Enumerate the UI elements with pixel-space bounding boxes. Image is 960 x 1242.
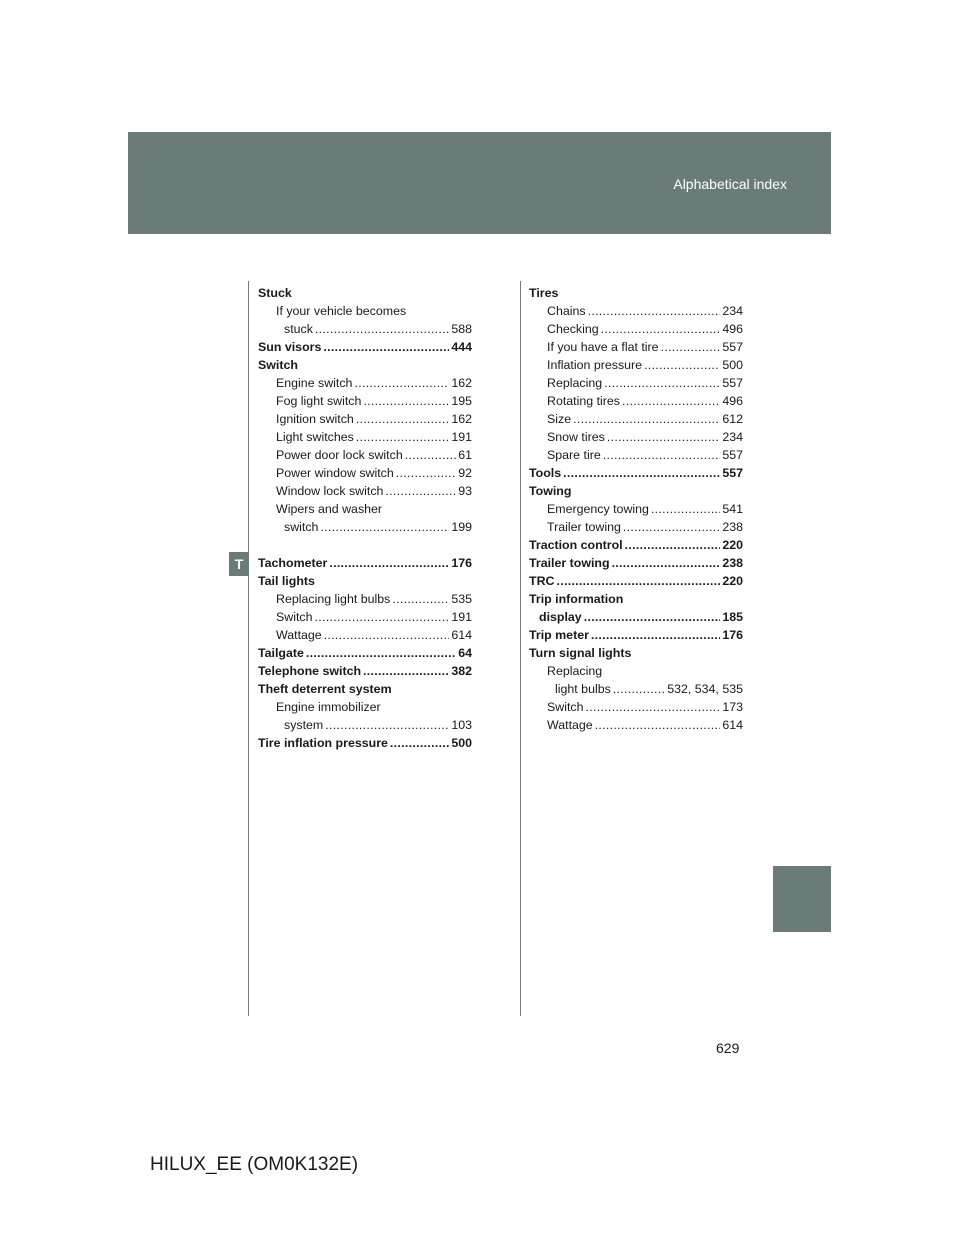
index-entry-label: Tires — [529, 286, 559, 300]
index-entry — [529, 536, 743, 554]
index-entry — [529, 410, 743, 428]
index-entry-label: Engine immobilizer — [276, 700, 381, 714]
index-entry — [529, 518, 743, 536]
index-entry — [258, 608, 472, 626]
dot-leader — [625, 536, 721, 554]
index-entry — [258, 410, 472, 428]
index-entry-page: 191 — [451, 610, 472, 624]
index-entry-label: Light switches — [276, 430, 354, 444]
index-entry-label: display — [539, 610, 582, 624]
dot-leader — [315, 320, 449, 338]
dot-leader — [573, 410, 720, 428]
index-entry-label: Wattage — [276, 628, 322, 642]
index-entry-page: 500 — [451, 736, 472, 750]
index-entry-label: Tachometer — [258, 556, 328, 570]
index-entry — [529, 644, 743, 662]
dot-leader — [586, 698, 721, 716]
index-entry — [258, 572, 472, 590]
index-entry — [529, 716, 743, 734]
index-entry — [258, 698, 472, 716]
index-entry-page: 93 — [458, 484, 472, 498]
index-entry-page: 614 — [722, 718, 743, 732]
index-entry-page: 162 — [451, 412, 472, 426]
index-entry-label: Replacing — [547, 376, 603, 390]
dot-leader — [644, 356, 720, 374]
index-entry — [258, 374, 472, 392]
index-entry — [529, 572, 743, 590]
index-entry — [258, 428, 472, 446]
index-entry-page: 191 — [451, 430, 472, 444]
index-entry — [529, 374, 743, 392]
document-code: HILUX_EE (OM0K132E) — [150, 1154, 359, 1175]
index-entry — [529, 284, 743, 302]
index-entry — [258, 518, 472, 536]
index-entry — [529, 662, 743, 680]
index-entry-page: 195 — [451, 394, 472, 408]
index-entry-label: Wattage — [547, 718, 593, 732]
dot-leader — [603, 446, 721, 464]
index-entry — [258, 590, 472, 608]
dot-leader — [325, 716, 449, 734]
dot-leader — [306, 644, 456, 662]
index-entry — [529, 482, 743, 500]
index-entry-label: switch — [284, 520, 319, 534]
header-band — [128, 132, 831, 234]
index-entry — [258, 500, 472, 518]
index-entry-page: 588 — [451, 322, 472, 336]
index-entry-label: Switch — [547, 700, 584, 714]
index-entry — [258, 626, 472, 644]
index-entry-label: Wipers and washer — [276, 502, 383, 516]
index-entry-label: Towing — [529, 484, 572, 498]
index-entry-label: Engine switch — [276, 376, 353, 390]
index-entry-label: Trip meter — [529, 628, 589, 642]
index-entry-page: 185 — [722, 610, 743, 624]
index-entry-page: 92 — [458, 466, 472, 480]
index-entry-page: 234 — [722, 430, 743, 444]
index-entry — [258, 284, 472, 302]
dot-leader — [591, 626, 720, 644]
side-thumb-tab — [773, 866, 831, 932]
index-entry-label: Chains — [547, 304, 586, 318]
dot-leader — [323, 338, 449, 356]
dot-leader — [396, 464, 456, 482]
index-entry — [258, 716, 472, 734]
dot-leader — [405, 446, 456, 464]
dot-leader — [385, 482, 456, 500]
index-entry-page: 199 — [451, 520, 472, 534]
index-entry — [529, 626, 743, 644]
dot-leader — [588, 302, 721, 320]
index-entry-page: 173 — [722, 700, 743, 714]
index-entry-label: Emergency towing — [547, 502, 649, 516]
dot-leader — [604, 374, 720, 392]
index-entry — [258, 446, 472, 464]
index-entry-page: 496 — [722, 394, 743, 408]
index-entry-page: 220 — [722, 538, 743, 552]
index-entry-page: 557 — [722, 340, 743, 354]
index-entry-page: 176 — [722, 628, 743, 642]
index-entry — [258, 338, 472, 356]
index-entry-label: Tools — [529, 466, 562, 480]
index-entry — [529, 554, 743, 572]
index-gap — [258, 536, 472, 554]
index-entry-label: Power door lock switch — [276, 448, 403, 462]
index-entry-label: Tailgate — [258, 646, 304, 660]
index-entry-label: Stuck — [258, 286, 292, 300]
index-entry — [529, 446, 743, 464]
index-entry — [258, 356, 472, 374]
index-entry-label: system — [284, 718, 324, 732]
index-entry-page: 176 — [451, 556, 472, 570]
dot-leader — [392, 590, 449, 608]
index-entry-label: Turn signal lights — [529, 646, 632, 660]
index-entry — [258, 302, 472, 320]
index-entry-label: Size — [547, 412, 572, 426]
index-entry-page: 557 — [722, 448, 743, 462]
index-entry-page: 535 — [451, 592, 472, 606]
index-entry-page: 103 — [451, 718, 472, 732]
dot-leader — [613, 680, 665, 698]
dot-leader — [601, 320, 721, 338]
index-entry-label: TRC — [529, 574, 555, 588]
index-entry-page: 64 — [458, 646, 472, 660]
dot-leader — [556, 572, 720, 590]
index-entry — [258, 464, 472, 482]
index-entry-label: Inflation pressure — [547, 358, 643, 372]
column-divider-middle — [520, 281, 521, 1016]
index-entry-label: Fog light switch — [276, 394, 362, 408]
index-entry — [258, 392, 472, 410]
index-entry-page: 382 — [451, 664, 472, 678]
index-entry-label: Checking — [547, 322, 599, 336]
index-entry — [529, 590, 743, 608]
dot-leader — [563, 464, 720, 482]
index-entry-label: Trailer towing — [547, 520, 621, 534]
dot-leader — [356, 410, 449, 428]
dot-leader — [595, 716, 721, 734]
index-entry-label: Replacing light bulbs — [276, 592, 391, 606]
index-entry — [258, 644, 472, 662]
index-entry — [529, 320, 743, 338]
index-entry-label: Replacing — [547, 664, 603, 678]
index-entry-label: Power window switch — [276, 466, 394, 480]
dot-leader — [612, 554, 721, 572]
index-entry — [258, 482, 472, 500]
index-entry — [529, 302, 743, 320]
index-entry-label: Rotating tires — [547, 394, 621, 408]
dot-leader — [315, 608, 450, 626]
dot-leader — [363, 662, 449, 680]
column-divider-left — [248, 281, 249, 1016]
section-title: Alphabetical index — [673, 176, 787, 192]
index-entry-page: 220 — [722, 574, 743, 588]
index-entry-page: 61 — [458, 448, 472, 462]
index-entry-label: Traction control — [529, 538, 623, 552]
index-entry-page: 557 — [722, 376, 743, 390]
index-entry-label: Snow tires — [547, 430, 605, 444]
index-entry-label: Theft deterrent system — [258, 682, 392, 696]
dot-leader — [329, 554, 449, 572]
index-entry-label: Spare tire — [547, 448, 601, 462]
index-entry-label: Tail lights — [258, 574, 315, 588]
index-entry-page: 500 — [722, 358, 743, 372]
index-entry-page: 444 — [451, 340, 472, 354]
index-entry — [529, 356, 743, 374]
index-entry-label: Ignition switch — [276, 412, 354, 426]
index-entry — [529, 680, 743, 698]
dot-leader — [390, 734, 449, 752]
index-entry — [529, 698, 743, 716]
index-entry-label: Window lock switch — [276, 484, 384, 498]
dot-leader — [324, 626, 450, 644]
index-entry — [529, 608, 743, 626]
index-entry — [529, 464, 743, 482]
index-entry-page: 162 — [451, 376, 472, 390]
index-entry-page: 234 — [722, 304, 743, 318]
index-entry-page: 238 — [722, 520, 743, 534]
dot-leader — [661, 338, 721, 356]
dot-leader — [622, 392, 720, 410]
index-entry — [258, 554, 472, 572]
index-entry-page: 612 — [722, 412, 743, 426]
index-entry-label: Switch — [258, 358, 298, 372]
index-entry-page: 614 — [451, 628, 472, 642]
index-entry-label: light bulbs — [555, 682, 611, 696]
index-entry-page: 496 — [722, 322, 743, 336]
letter-tab: T — [229, 552, 249, 576]
index-column-right — [529, 284, 743, 734]
index-entry-label: Sun visors — [258, 340, 322, 354]
index-entry — [529, 428, 743, 446]
page-number: 629 — [716, 1040, 740, 1056]
dot-leader — [363, 392, 449, 410]
dot-leader — [623, 518, 720, 536]
index-entry — [529, 500, 743, 518]
index-column-left — [258, 284, 472, 752]
index-entry — [529, 338, 743, 356]
index-entry-label: If your vehicle becomes — [276, 304, 407, 318]
index-entry — [529, 392, 743, 410]
index-entry-label: Switch — [276, 610, 313, 624]
index-entry-label: Telephone switch — [258, 664, 362, 678]
index-entry — [258, 680, 472, 698]
index-entry-label: Tire inflation pressure — [258, 736, 388, 750]
dot-leader — [320, 518, 449, 536]
index-entry-label: If you have a flat tire — [547, 340, 659, 354]
index-entry-page: 541 — [722, 502, 743, 516]
index-entry-page: 532, 534, 535 — [667, 682, 743, 696]
index-entry-label: Trailer towing — [529, 556, 610, 570]
dot-leader — [356, 428, 449, 446]
index-entry-page: 557 — [722, 466, 743, 480]
dot-leader — [607, 428, 720, 446]
dot-leader — [354, 374, 449, 392]
dot-leader — [651, 500, 720, 518]
index-entry-page: 238 — [722, 556, 743, 570]
index-entry — [258, 320, 472, 338]
index-entry-label: Trip information — [529, 592, 624, 606]
dot-leader — [584, 608, 721, 626]
index-entry-label: stuck — [284, 322, 313, 336]
index-entry — [258, 734, 472, 752]
index-entry — [258, 662, 472, 680]
